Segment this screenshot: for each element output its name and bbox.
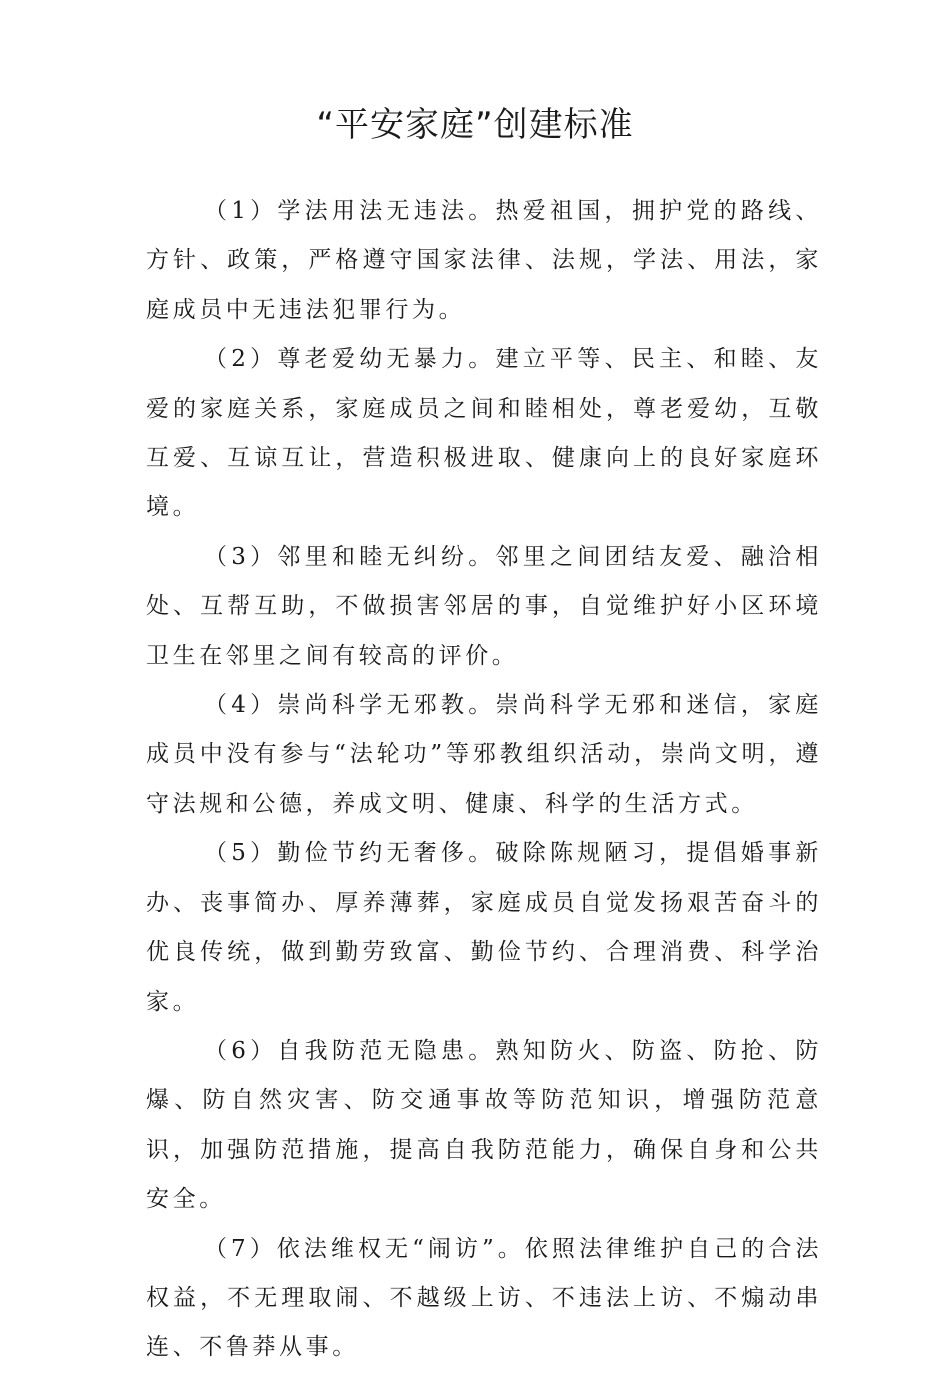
- paragraph-3: （3）邻里和睦无纠纷。邻里之间团结友爱、融洽相处、互帮互助，不做损害邻居的事，自觉维护好小区环境卫生在邻里之间有较高的评价。: [146, 543, 822, 669]
- paragraph-7: （7）依法维权无“闹访”。依照法律维护自己的合法权益，不无理取闹、不越级上访、不违法上访、不煽动串连、不鲁莽从事。: [146, 1235, 822, 1361]
- paragraph-4: （4）崇尚科学无邪教。崇尚科学无邪和迷信，家庭成员中没有参与“法轮功”等邪教组织活动，崇尚文明，遵守法规和公德，养成文明、健康、科学的生活方式。: [146, 692, 822, 817]
- document-title: “平安家庭”创建标准: [316, 105, 634, 145]
- paragraph-2: （2）尊老爱幼无暴力。建立平等、民主、和睦、友爱的家庭关系，家庭成员之间和睦相处，尊老爱幼，互敬互爱、互谅互让，营造积极进取、健康向上的良好家庭环境。: [146, 346, 822, 521]
- paragraph-1: （1）学法用法无违法。热爱祖国，拥护党的路线、方针、政策，严格遵守国家法律、法规，学法、用法，家庭成员中无违法犯罪行为。: [146, 198, 822, 323]
- paragraph-6: （6）自我防范无隐患。熟知防火、防盗、防抢、防爆、防自然灾害、防交通事故等防范知识，增强防范意识，加强防范措施，提高自我防范能力，确保自身和公共安全。: [146, 1037, 822, 1213]
- paragraph-5: （5）勤俭节约无奢侈。破除陈规陋习，提倡婚事新办、丧事简办、厚养薄葬，家庭成员自觉发扬艰苦奋斗的优良传统，做到勤劳致富、勤俭节约、合理消费、科学治家。: [146, 840, 822, 1015]
- document-body: [146, 187, 822, 1373]
